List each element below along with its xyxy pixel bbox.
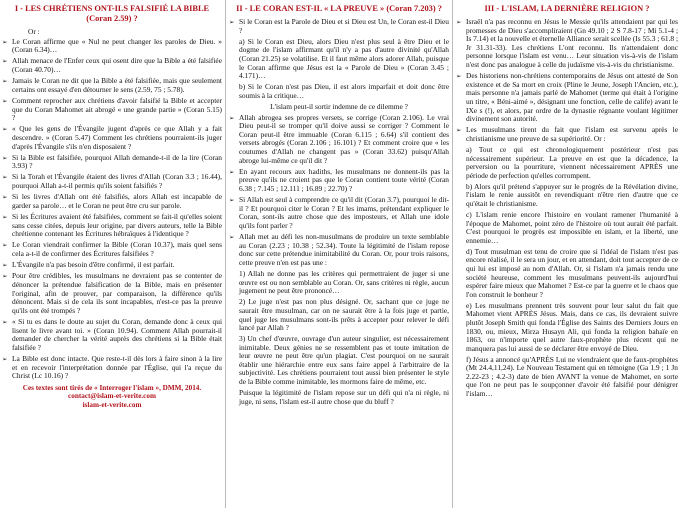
sub-point: a) Tout ce qui est chronologiquement postérieur n'est pas nécessairement supérieur. La preuve en est que la décadence, la perversion ou la pourriture, viennent nécessairement APRÈS une période de perfection qu'elles corrompent. <box>466 145 678 180</box>
column-divider <box>452 0 453 508</box>
column-title: I - LES CHRÉTIENS ONT-ILS FALSIFIÉ LA BIBLE (Coran 2.59) ? <box>14 4 210 23</box>
argument-item: ➢ Le Coran viendrait confirmer la Bible (Coran 10.37), mais quel sens cela a-t-il de confirmer des Écritures falsifiées ? <box>2 241 222 258</box>
argument-item: ➢ Allah menace de l'Enfer ceux qui osent dire que la Bible a été falsifiée (Coran 40.70)… <box>2 57 222 74</box>
argument-item: ➢ Allah met au défi les non-musulmans de produire un texte semblable au Coran (2.23 ; 10.38 ; 52.34). Toute la légitimité de l'islam repose donc sur cette prétendue inimitabilité du Coran. Or, pour trois raisons, cette preuve n'en est pas une : <box>229 233 449 267</box>
argument-item: ➢ Si la Bible est falsifiée, pourquoi Allah demande-t-il de la lire (Coran 3.93) ? <box>2 154 222 171</box>
column-title: III - L'ISLAM, LA DERNIÈRE RELIGION ? <box>484 4 650 13</box>
argument-item <box>229 18 449 35</box>
sub-point: b) Si le Coran n'est pas Dieu, il est alors imparfait et doit donc être soumis à la critique… <box>239 82 449 100</box>
column-title: II - LE CORAN EST-IL « LA PREUVE » (Coran 7.203) ? <box>236 4 442 13</box>
argument-item: ➢ « Si tu es dans le doute au sujet du Coran, demande donc à ceux qui lisent le livre avant toi. » (Coran 10.94). Comment Allah pourrait-il demander de chercher la vérité auprès des chrétiens si la Bible était falsifiée ? <box>2 318 222 352</box>
column-divider <box>225 0 226 508</box>
argument-item: ➢ L'Évangile n'a pas besoin d'être confirmé, il est parfait. <box>2 261 222 270</box>
dilemma-question: L'islam peut-il sortir indemne de ce dilemme ? <box>270 101 408 111</box>
argument-item: ➢ Pour être crédibles, les musulmans ne devraient pas se contenter de dénoncer la prétendue falsification de la Bible, mais en présenter l'original, afin de prouver, par comparaison, la différence qu'ils dénoncent. Mais si de cela ils sont incapables, n'est-ce pas la preuve qu'ils ont été trompés ? <box>2 272 222 315</box>
sub-point: e) Les musulmans prennent très souvent pour leur salut du fait que Mahomet vient APRÈS Jésus. Mais, dans ce cas, ils devraient suivre plutôt Joseph Smith qui fonda l'Église des Saints des Derniers Jours en 1830, ou, mieux, Mirza Husayn Ali, qui fonda la religion bahaïe en 1863, ou n'importe quel autre faux-prophète plus récent qui ne manquera pas lui aussi de se déclarer être envoyé de Dieu. <box>466 300 678 353</box>
numbered-point: 1) Allah ne donne pas les critères qui permettraient de juger si une œuvre est ou non semblable au Coran. Or, sans critères ni règle, aucun jugement ne peut être prononcé… <box>239 269 449 296</box>
argument-item: ➢ Si Allah est seul à comprendre ce qu'il dit (Coran 3.7), pourquoi le dit-il ? Et pourquoi citer le Coran ? Et les imams, prétendant expliquer le Coran, sont-ils autre chose que des imposteurs, et Allah une idole qu'ils font parler ? <box>229 196 449 230</box>
column-falsification <box>2 0 222 508</box>
numbered-point: 2) Le juge n'est pas non plus désigné. Or, sachant que ce juge ne saurait être musulman, car on ne saurait être à la fois juge et partie, quel juge les musulmans sont-ils prêts à accepter pour relever le défi lancé par Allah ? <box>239 297 449 333</box>
source-footer <box>2 384 222 409</box>
sub-point: c) L'islam renie encore l'histoire en voulant ramener l'humanité à l'époque de Mahomet, point zéro de l'histoire où tout aurait été parfait. C'est pourquoi le progrès est impossible en islam, et la liberté, une ennemie… <box>466 210 678 245</box>
argument-item: ➢ Des historiens non-chrétiens contemporains de Jésus ont attesté de Son existence et de Sa mort en croix (Pline le Jeune, Joseph l'Ancien, etc.), mais personne n'a jamais parlé de Mahomet (terme qui était à l'origine un titre, « Béni-aimé », désignant une fonction, celle de calife) avant le IXe s (!), et alors, par ordre de la dynastie régnante voulant légitimer divinement son autorité. <box>456 72 678 124</box>
source-citation: Ces textes sont tirés de « Interroger l'islam », DMM, 2014. <box>22 383 202 392</box>
argument-item: ➢ Israël n'a pas reconnu en Jésus le Messie qu'ils attendaient par qui les promesses de Dieu s'accompliraient (Gn 49.10 ; 2 S 7.8-17 ; Mi 5.1-4 ; Is 7.14) et la nouvelle et éternelle Alliance serait scellée (Is 55.3 ; 61.8 ; Jr 31.31-33). Les chrétiens L'ont reconnu. Ils n'attendaient donc personne lorsque l'islam est venu… Leur situation vis-à-vis de l'islam n'est donc pas analogue à celle du judaïsme vis-à-vis du christianisme. <box>456 18 678 70</box>
numbered-point: 3) Un chef d'œuvre, ouvrage d'un auteur singulier, est nécessairement inimitable. Deux génies ne se ressemblent pas et toute imitation de leur œuvre ne peut être qu'un plagiat. C'est pourquoi on ne saurait établir une hiérarchie entre eux sans faire appel à l'arbitraire de la subjectivité. Les chrétiens pourraient tout aussi bien présenter le style de la Bible comme inimitable, les mormons faire de même, etc. <box>239 334 449 387</box>
argument-item: ➢ Les musulmans tirent du fait que l'islam est survenu après le christianisme une preuve de sa supériorité. Or : <box>456 126 678 143</box>
sub-point: d) Tout musulman est tenu de croire que si l'idéal de l'islam n'est pas encore réalisé, il le sera un jour, et en attendant, doit tout accepter de ce qui lui est imposé au nom d'Allah. Or, si l'islam n'a jamais rendu une société heureuse, comment les musulmans peuvent-ils aujourd'hui espérer faire mieux que Mahomet ? Est-ce par la guerre et le chaos que l'on construit le bonheur ? <box>466 246 678 299</box>
sub-point: a) Si le Coran est Dieu, alors Dieu n'est plus seul à être Dieu et le dogme de l'islam affirmant qu'il n'y a pas d'autre divinité qu'Allah (Coran 21.25) se volatilise. Et il faut même alors adorer Allah, puisque le Coran affirme que Jésus est la « Parole de Dieu » (Coran 3.45 ; 4.171)… <box>239 36 449 81</box>
argument-list <box>456 18 678 144</box>
argument-item: ➢ La Bible est donc intacte. Que reste-t-il dès lors à faire sinon à la lire et en recevoir l'interprétation donnée par l'Église, qui l'a reçue du Christ (Lc 10.16) ? <box>2 355 222 381</box>
argument-list <box>229 114 449 268</box>
website-link[interactable]: islam-et-verite.com <box>82 400 142 409</box>
argument-item: ➢ Allah abrogea ses propres versets, se corrige (Coran 2.106). Le vrai Dieu peut-il se tromper qu'il doive aussi se corriger ? Comment le Coran peut-il être immuable (Coran 6.115 ; 6.64) s'il contient des versets abrogés (Coran 2.106 ; 16.101) ? Et comment croire que « les coutumes d'Allah ne changent pas » (Coran 33.62) puisqu'Allah abroge lui-même ce qu'il dit ? <box>229 114 449 166</box>
argument-text: Si le Coran est la Parole de Dieu et si Dieu est Un, le Coran est-il Dieu ? <box>239 17 449 35</box>
argument-item: ➢ Si les livres d'Allah ont été falsifiés, alors Allah est incapable de garder sa parole… et le Coran ne peut être cru sur parole. <box>2 193 222 210</box>
contact-email-link[interactable]: contact@islam-et-verite.com <box>68 392 156 401</box>
sub-point: f) Jésus a annoncé qu'APRÈS Lui ne viendraient que de faux-prophètes (Mt 24.4,11,24). Le Nouveau Testament qui en témoigne (Ga 1.9 ; 1 Jn 2.22-23 ; 4.2-3) date de bien AVANT la venue de Mahomet, en sorte que l'on ne peut pas le soupçonner d'avoir été falsifié pour dénigrer l'islam… <box>466 354 678 399</box>
argument-item: ➢ Si la Torah et l'Évangile étaient des livres d'Allah (Coran 3.3 ; 16.44), pourquoi Allah a-t-il permis qu'ils soient falsifiés ? <box>2 173 222 190</box>
argument-item: ➢ « Que les gens de l'Évangile jugent d'après ce que Allah y a fait descendre. » (Coran 5.47) Comment les chrétiens pourraient-ils juger d'après l'Évangile s'ils n'en disposaient ? <box>2 125 222 151</box>
argument-item: ➢ Comment reprocher aux chrétiens d'avoir falsifié la Bible et accepter que du Coran Mahomet ait abrogé « une grande partie » (Coran 5.15) ? <box>2 97 222 123</box>
argument-item: ➢ En ayant recours aux hadiths, les musulmans ne donnent-ils pas la preuve qu'ils ne croient pas que le Coran contient toute vérité (Coran 6.38 ; 7.145 ; 12.111 ; 16.89 ; 22.70) ? <box>229 168 449 194</box>
argument-list <box>229 18 449 35</box>
intro-label: Or : <box>28 27 40 36</box>
argument-item: ➢ Jamais le Coran ne dit que la Bible a été falsifiée, mais que seulement certains ont essayé d'en détourner le sens (2.59, 75 ; 5.78). <box>2 77 222 94</box>
closing-question: Puisque la légitimité de l'islam repose sur un défi qui n'a ni règle, ni juge, ni sens, l'islam est-il autre chose que du bluff ? <box>239 388 449 406</box>
argument-list <box>2 38 222 381</box>
sub-point: b) Alors qu'il prétend s'appuyer sur le progrès de la Révélation divine, l'islam le renie aussitôt en revendiquant n'être rien d'autre que ce qu'était le christianisme. <box>466 181 678 209</box>
argument-item: ➢ Le Coran affirme que « Nul ne peut changer les paroles de Dieu. » (Coran 6.34)… <box>2 38 222 55</box>
argument-item: ➢ Si les Écritures avaient été falsifiées, comment se fait-il qu'elles soient sans cesse citées, depuis leur origine, par divers auteurs, telle la Bible chrétienne contenant les Écritures hébraïques à l'identique ? <box>2 213 222 239</box>
column-derniere-religion <box>456 0 678 508</box>
column-coran-preuve <box>229 0 449 508</box>
